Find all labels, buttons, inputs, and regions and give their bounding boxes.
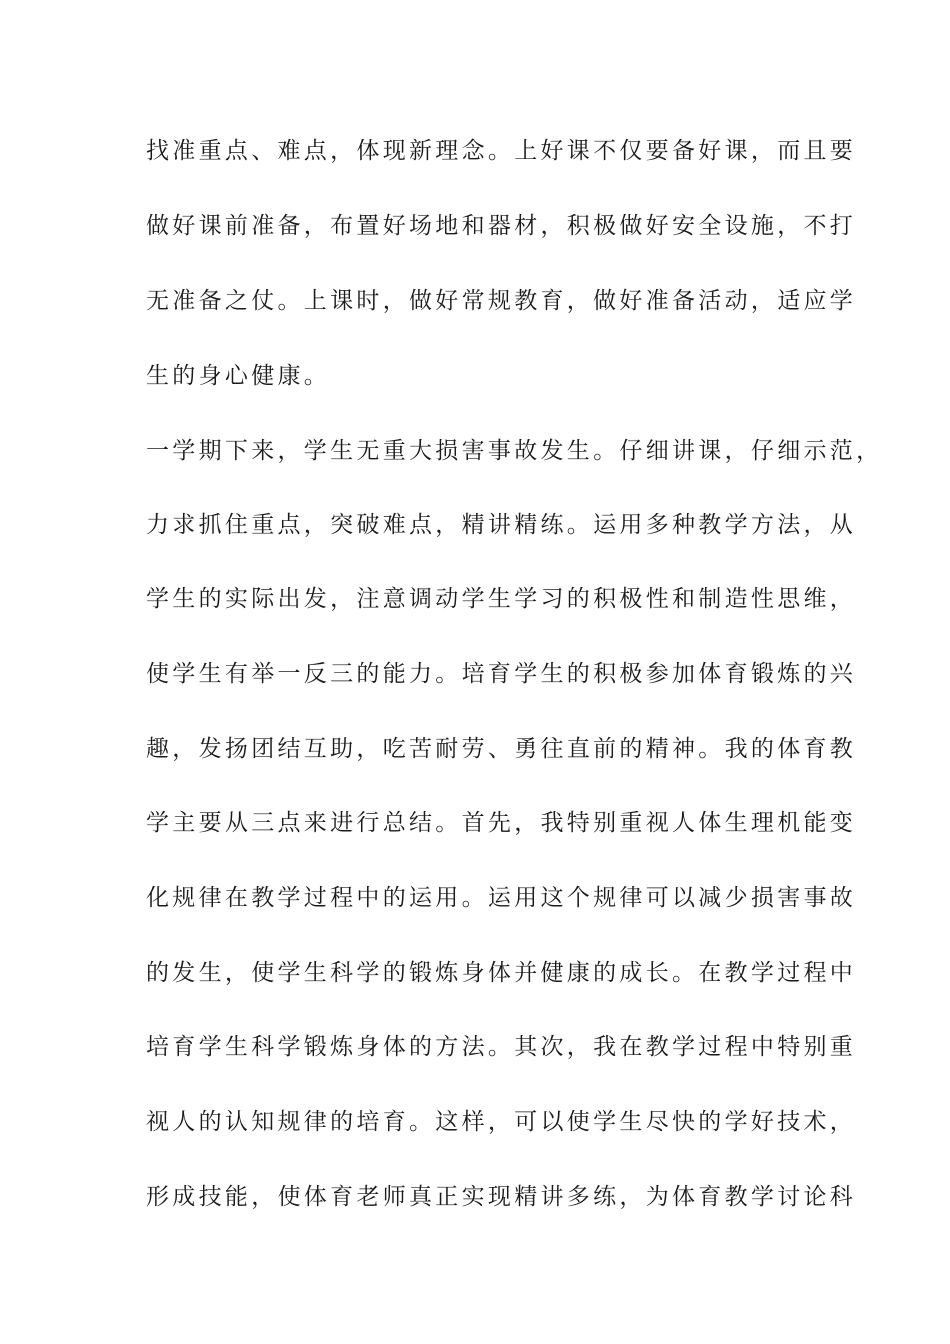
text-line: 做好课前准备，布置好场地和器材，积极做好安全设施，不打	[146, 213, 857, 239]
text-line: 无准备之仗。上课时，做好常规教育，做好准备活动，适应学	[146, 288, 857, 314]
text-line: 力求抓住重点，突破难点，精讲精练。运用多种教学方法，从	[146, 512, 857, 538]
text-line: 形成技能，使体育老师真正实现精讲多练，为体育教学讨论科	[146, 1184, 857, 1210]
text-line: 化规律在教学过程中的运用。运用这个规律可以减少损害事故	[146, 885, 857, 911]
text-line: 学主要从三点来进行总结。首先，我特别重视人体生理机能变	[146, 810, 857, 836]
text-line: 视人的认知规律的培育。这样，可以使学生尽快的学好技术，	[146, 1109, 857, 1135]
text-line: 使学生有举一反三的能力。培育学生的积极参加体育锻炼的兴	[146, 661, 857, 687]
text-line: 的发生，使学生科学的锻炼身体并健康的成长。在教学过程中	[146, 960, 857, 986]
text-line: 找准重点、难点，体现新理念。上好课不仅要备好课，而且要	[146, 138, 857, 164]
text-line: 学生的实际出发，注意调动学生学习的积极性和制造性思维，	[146, 586, 857, 612]
text-line: 生的身心健康。	[146, 363, 331, 389]
text-line: 一学期下来，学生无重大损害事故发生。仔细讲课，仔细示范，	[146, 438, 883, 464]
text-line: 趣，发扬团结互助，吃苦耐劳、勇往直前的精神。我的体育教	[146, 736, 857, 762]
text-line: 培育学生科学锻炼身体的方法。其次，我在教学过程中特别重	[146, 1034, 857, 1060]
